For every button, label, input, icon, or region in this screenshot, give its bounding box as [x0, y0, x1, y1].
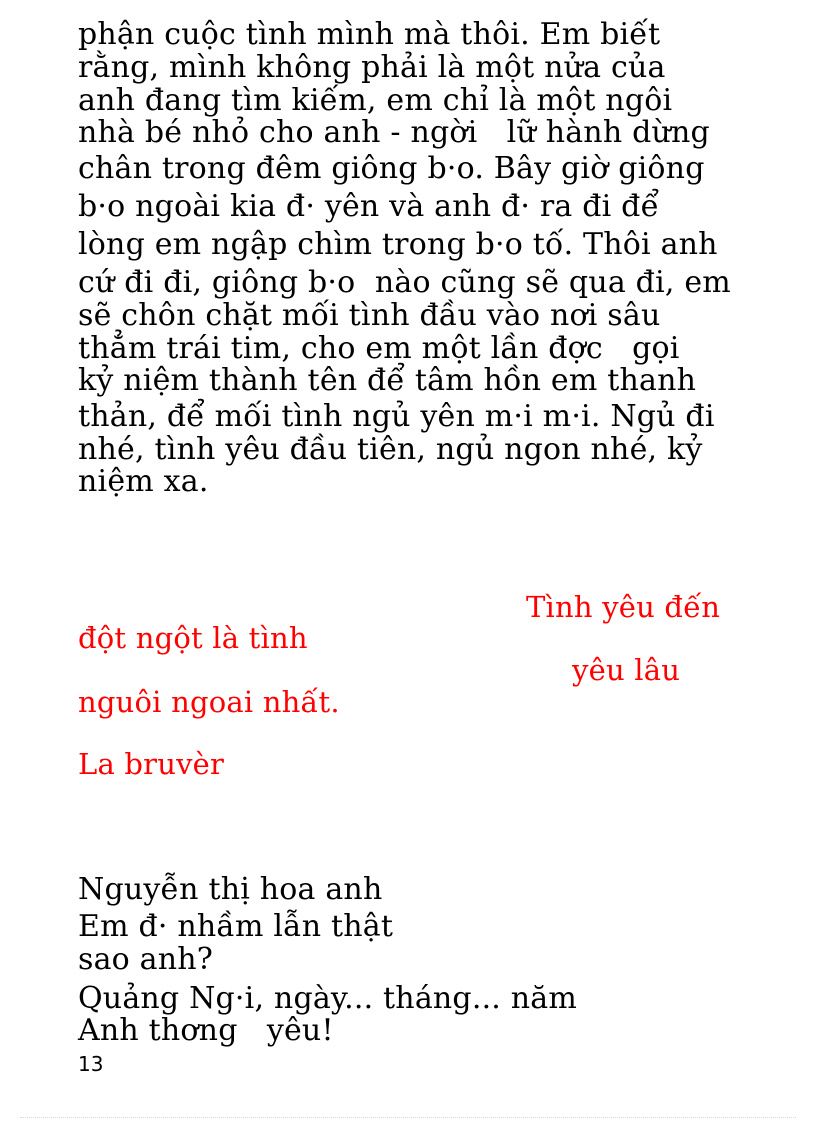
closing-line: Nguyễn thị hoa anh [78, 872, 383, 907]
body-line: b·o ngoài kia đ· yên và anh đ· ra đi để [78, 189, 660, 224]
quote-author: La bruvèr [78, 747, 225, 781]
closing-line: Em đ· nhầm lẫn thật [78, 909, 394, 944]
body-line: thẳm trái tim, cho em một lần đợc gọi [78, 331, 680, 366]
body-line: chân trong đêm giông b·o. Bây giờ giông [78, 151, 705, 186]
quote-line: yêu lâu [572, 653, 681, 687]
body-line: nhà bé nhỏ cho anh - ngời lữ hành dừng [78, 115, 710, 150]
page-number: 13 [78, 1052, 104, 1076]
body-line: nhé, tình yêu đầu tiên, ngủ ngon nhé, kỷ [78, 432, 703, 467]
body-line: cứ đi đi, giông b·o nào cũng sẽ qua đi, em [78, 265, 731, 300]
closing-line: Anh thơng yêu! [78, 1013, 334, 1048]
body-line: phận cuộc tình mình mà thôi. Em biết [78, 17, 661, 52]
footer-divider [20, 1117, 796, 1118]
closing-line: sao anh? [78, 942, 214, 977]
closing-line: Quảng Ng·i, ngày... tháng... năm [78, 981, 578, 1016]
body-line: rằng, mình không phải là một nửa của [78, 50, 666, 85]
body-line: kỷ niệm thành tên để tâm hồn em thanh [78, 363, 697, 398]
quote-line: Tình yêu đến [526, 590, 721, 624]
body-line: thản, để mối tình ngủ yên m·i m·i. Ngủ đi [78, 399, 715, 434]
quote-line: đột ngột là tình [78, 621, 308, 655]
body-line: niệm xa. [78, 464, 209, 499]
body-line: sẽ chôn chặt mối tình đầu vào nơi sâu [78, 298, 661, 333]
quote-line: nguôi ngoai nhất. [78, 685, 340, 719]
body-line: anh đang tìm kiếm, em chỉ là một ngôi [78, 83, 673, 118]
body-line: lòng em ngập chìm trong b·o tố. Thôi anh [78, 227, 718, 262]
